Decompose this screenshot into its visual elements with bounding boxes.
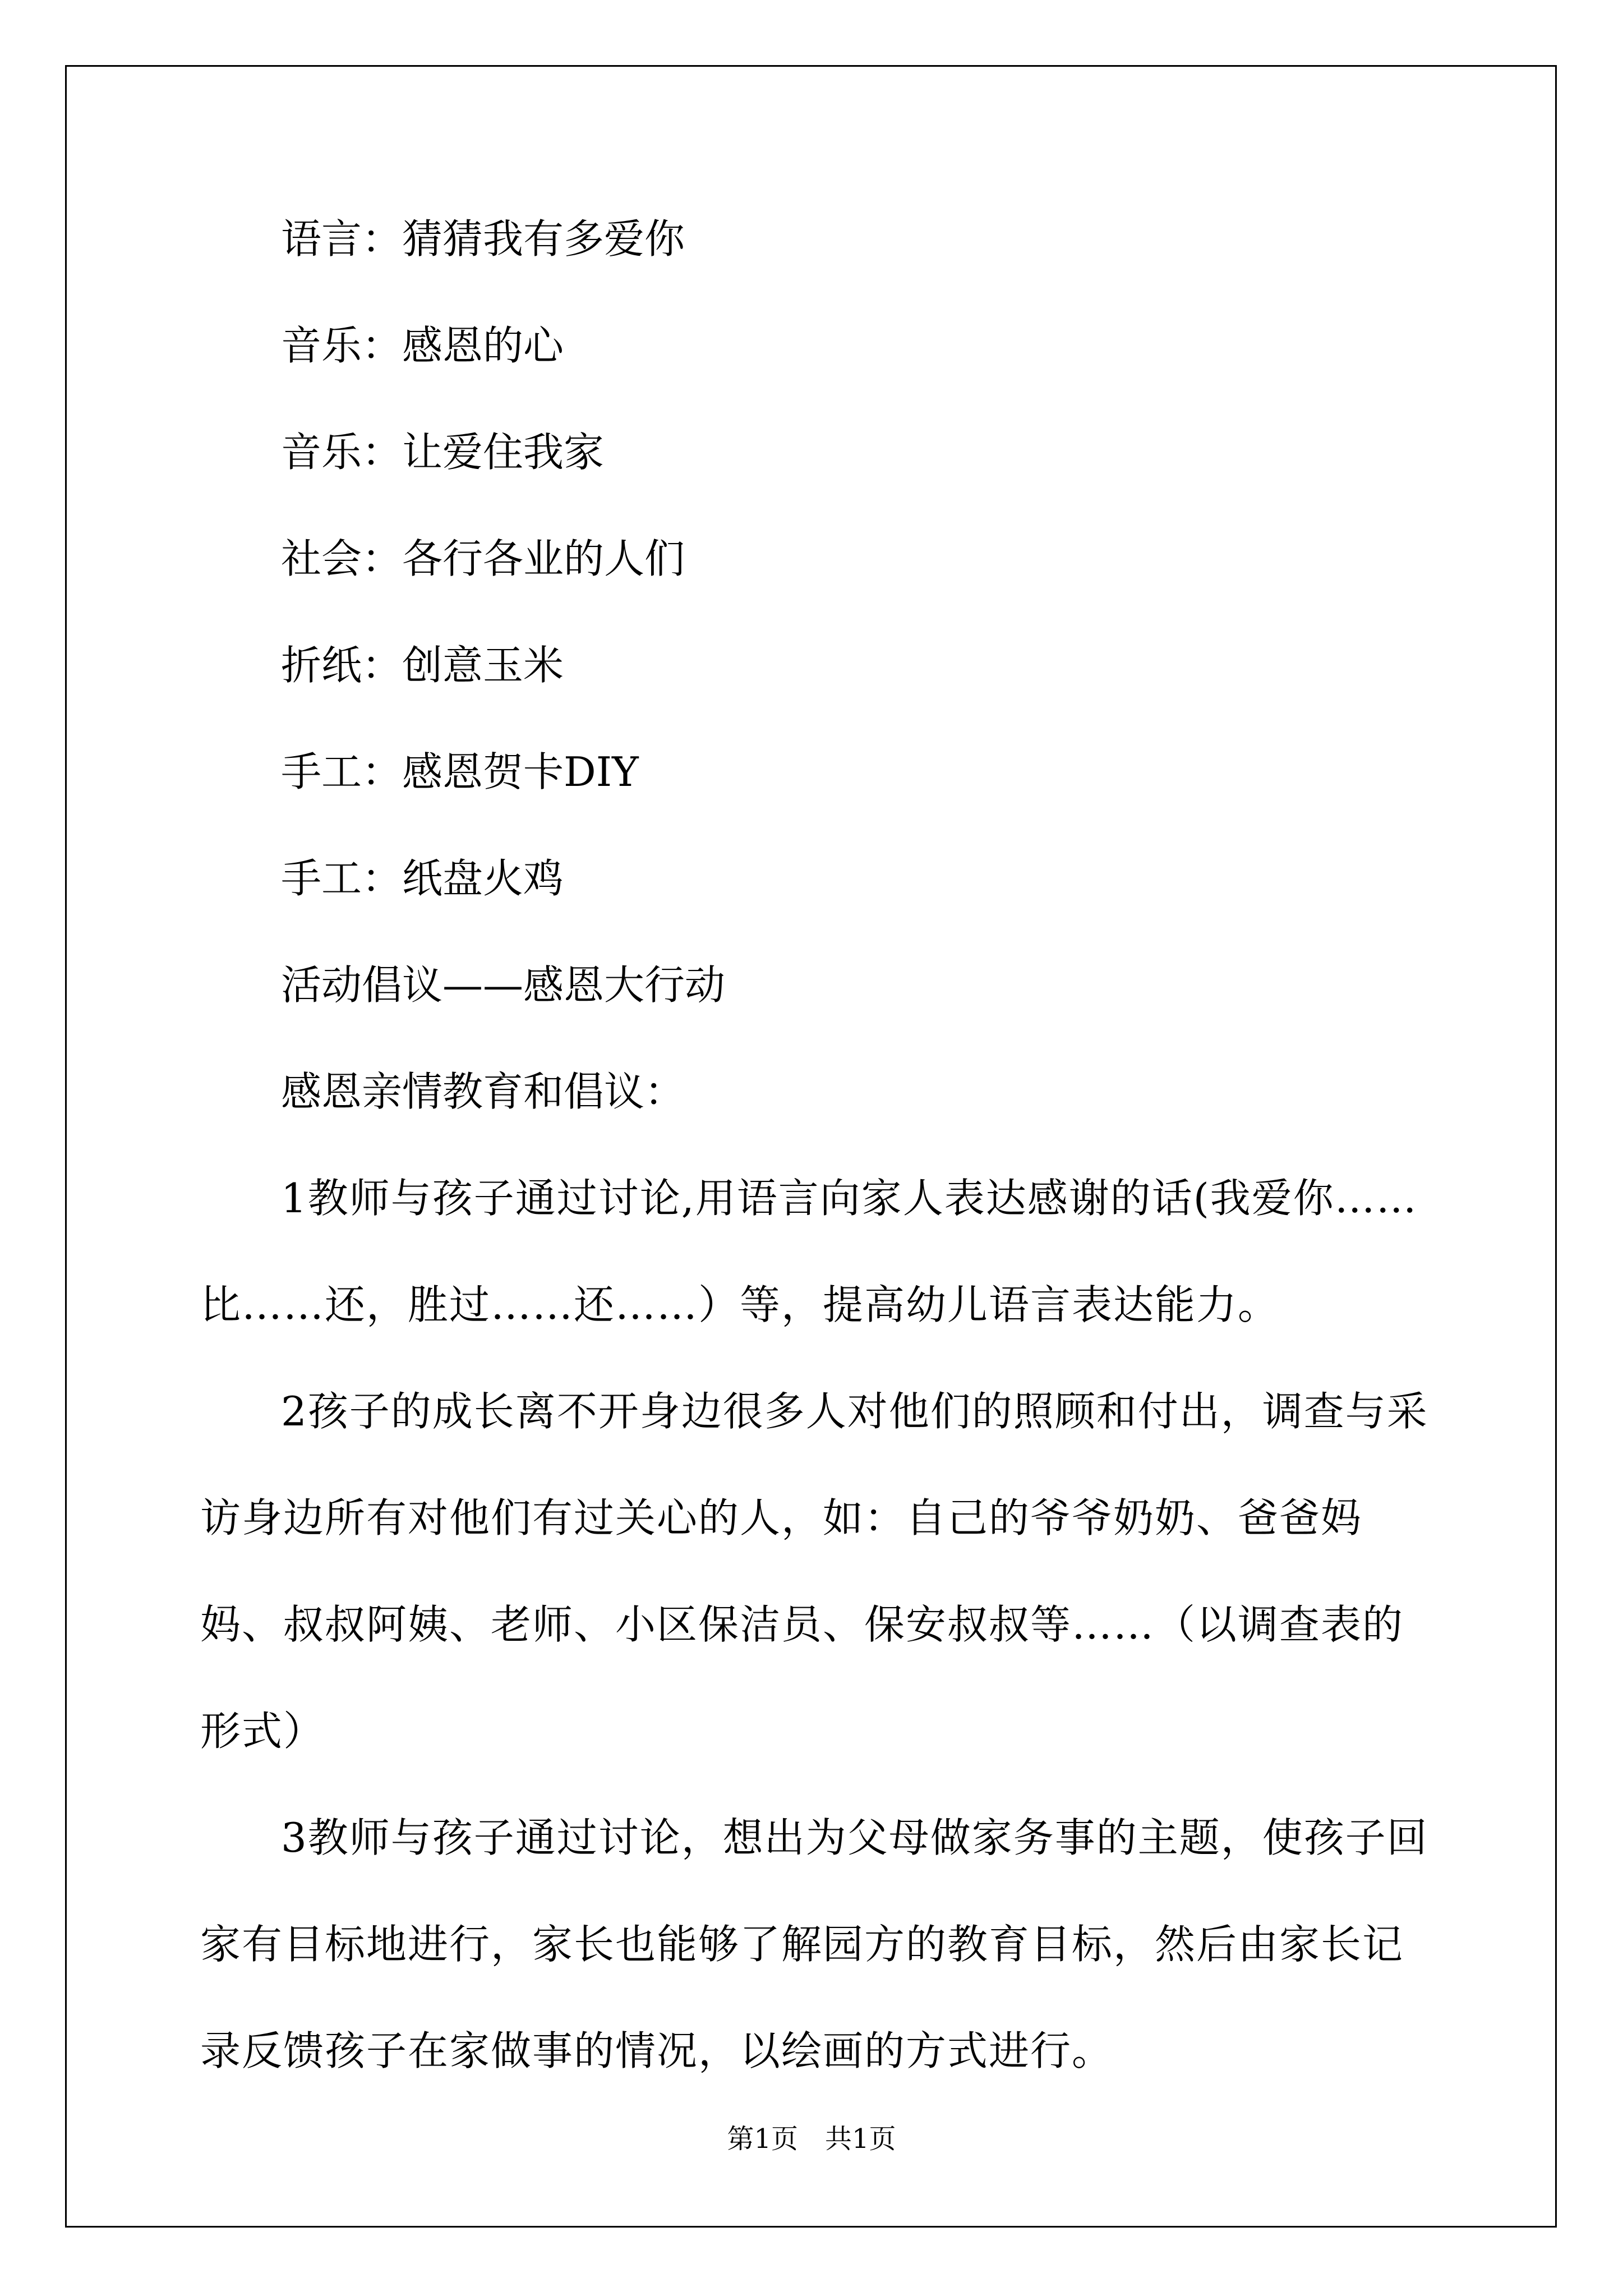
page-footer: 第1页 共1页 [727,2123,896,2155]
section-heading: 活动倡议——感恩大行动 [281,961,726,1009]
text-line-music-1: 音乐：感恩的心 [281,322,564,369]
text-line-origami: 折纸：创意玉米 [281,642,564,689]
paragraph-2: 2孩子的成长离不开身边很多人对他们的照顾和付出，调查与采访身边所有对他们有过关心的人，如：自己的爷爷奶奶、爸爸妈妈、叔叔阿姨、老师、小区保洁员、保安叔叔等……（以调查表的形式） [200,1388,1428,1755]
text-line-music-2: 音乐：让爱住我家 [281,429,605,476]
paragraph-3: 3教师与孩子通过讨论，想出为父母做家务事的主题，使孩子回家有目标地进行，家长也能够了解园方的教育目标，然后由家长记录反馈孩子在家做事的情况，以绘画的方式进行。 [200,1814,1428,2074]
subsection-heading: 感恩亲情教育和倡议： [281,1068,685,1115]
text-line-language: 语言：猜猜我有多爱你 [281,215,685,263]
paragraph-1: 1教师与孩子通过讨论,用语言向家人表达感谢的话(我爱你……比……还，胜过……还……）等，提高幼儿语言表达能力。 [200,1175,1418,1328]
text-line-society: 社会：各行各业的人们 [281,535,685,582]
text-line-craft-2: 手工：纸盘火鸡 [281,855,564,902]
text-line-craft-1: 手工：感恩贺卡DIY [281,748,639,795]
document-body [200,215,1430,2104]
